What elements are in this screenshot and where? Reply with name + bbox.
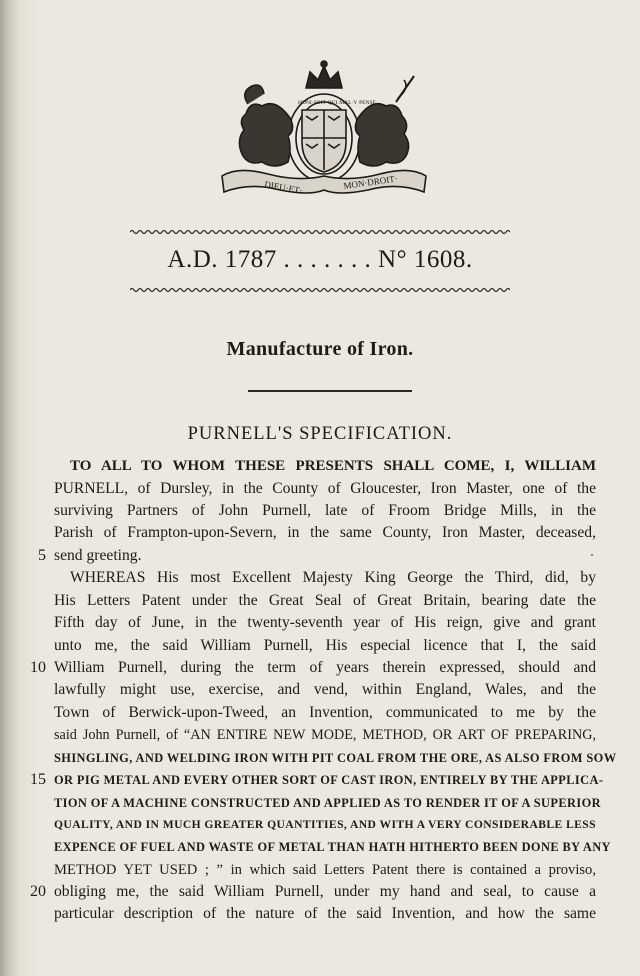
body-line: EXPENCE OF FUEL AND WASTE OF METAL THAN HATH HITHERTO BEEN DONE BY ANY [54,840,611,854]
body-line: OR PIG METAL AND EVERY OTHER SORT OF CAST IRON, ENTIRELY BY THE APPLICA- [54,773,604,787]
body-line: SHINGLING, AND WELDING IRON WITH PIT COAL FROM THE ORE, AS ALSO FROM SOW [54,751,617,765]
page-binding-gradient [22,0,40,976]
top-wavy-rule [130,228,510,236]
body-line: obliging me, the said William Purnell, under my hand and seal, to cause a [54,883,596,900]
body-line: PURNELL, of Dursley, in the County of Gloucester, Iron Master, one of the [54,480,596,497]
patent-year: A.D. 1787 [167,246,277,273]
specification-heading: PURNELL'S SPECIFICATION. [187,424,453,444]
body-line: surviving Partners of John Purnell, late of Froom Bridge Mills, in the [54,502,596,519]
body-line: send greeting. [54,547,142,564]
body-line: Fifth day of June, in the twenty-seventh year of His reign, give and grant [54,614,596,631]
body-line: particular description of the nature of the said Invention, and how the same [54,905,596,922]
line-number: 10 [30,659,46,676]
body-line: His Letters Patent under the Great Seal of Great Britain, bearing date the [54,592,596,609]
body-line: QUALITY, AND IN MUCH GREATER QUANTITIES, AND WITH A VERY CONSIDERABLE LESS [54,818,596,831]
line-number: 20 [30,883,46,900]
body-line: METHOD YET USED ; ” in which said Letters Patent there is contained a proviso, [54,862,596,878]
patent-header [60,246,580,274]
print-speck [591,554,593,556]
document-title: Manufacture of Iron. [226,338,414,360]
motto-right-text: MON·DROIT· [342,173,399,191]
line-number: 15 [30,771,46,788]
body-line: lawfully might use, exercise, and vend, within England, Wales, and the [54,681,596,698]
garter-motto-text: HONI·SOIT·QUI·MAL·Y·PENSE [298,100,376,106]
bottom-wavy-rule [130,286,510,294]
body-line: TION OF A MACHINE CONSTRUCTED AND APPLIED AS TO RENDER IT OF A SUPERIOR [54,796,601,810]
page-binding-shadow [0,0,22,976]
patent-number: N° 1608. [378,246,473,273]
body-line: TO ALL TO WHOM THESE PRESENTS SHALL COME, I, WILLIAM [70,458,596,474]
body-line: Parish of Frampton-upon-Severn, in the same County, Iron Master, deceased, [54,524,596,541]
body-line: Town of Berwick-upon-Tweed, an Invention, communicated to me by the [54,704,596,721]
body-line: WHEREAS His most Excellent Majesty King George the Third, did, by [70,569,596,586]
royal-coat-of-arms [218,58,430,198]
line-number: 5 [38,547,46,564]
title-rule [248,390,412,392]
patent-leader-dots: . . . . . . . [283,246,372,273]
body-line: William Purnell, during the term of years therein expressed, should and [54,659,596,676]
body-line: unto me, the said William Purnell, His especial licence that I, the said [54,637,596,654]
motto-left-text: DIEU·ET· [263,179,304,196]
body-line: said John Purnell, of “AN ENTIRE NEW MODE, METHOD, OR ART OF PREPARING, [54,727,596,743]
